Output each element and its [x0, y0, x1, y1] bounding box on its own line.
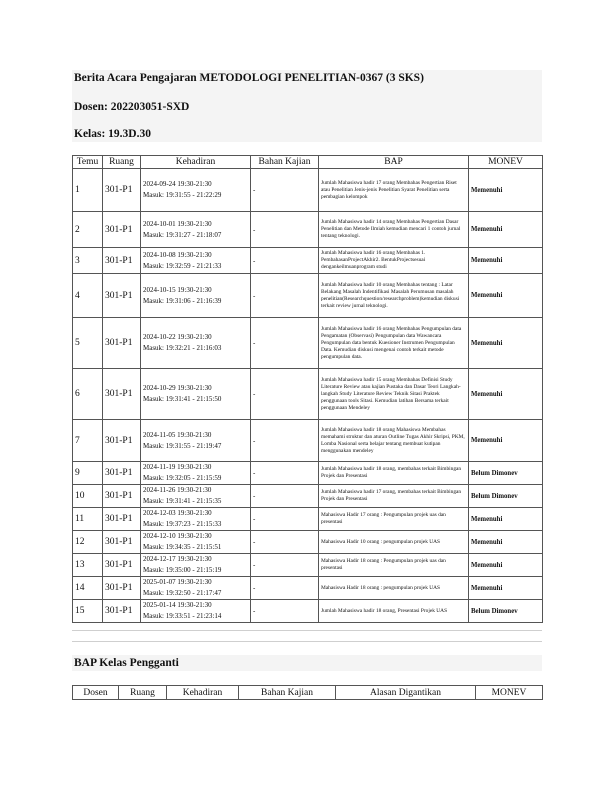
cell-bahan-kajian: -: [251, 554, 319, 577]
col-kehadiran: Kehadiran: [167, 686, 239, 700]
cell-monev: Memenuhi: [469, 554, 543, 577]
cell-bap: Jumlah Mahasiswa hadir 16 orang Membahas 1. PembahasanProjectAkhir2. BentukProjectsesuai dengankeilmuanprogram studi: [319, 248, 469, 274]
cell-temu: 7: [73, 420, 103, 462]
masuk-text: Masuk: 19:37:23 - 21:15:33: [143, 520, 222, 528]
cell-kehadiran: [141, 485, 251, 508]
cell-bap: Jumlah Mahasiswa hadir 10 orang Membahas tentang : Latar Belakang Masalah Indentifikasi Masalah Perumusan masalah penelitian(Researchquestion/researchproblem)kemudian diskusi terkait review jurnal teknologi.: [319, 274, 469, 318]
cell-temu: 4: [73, 274, 103, 318]
kelas-label: Kelas: 19.3D.30: [74, 128, 151, 140]
cell-bahan-kajian: -: [251, 274, 319, 318]
cell-ruang: 301-P1: [103, 600, 141, 623]
cell-temu: 6: [73, 369, 103, 420]
col-ruang: Ruang: [103, 156, 141, 169]
cell-bahan-kajian: -: [251, 508, 319, 531]
cell-bap: Mahasiswa Hadir 18 orang : pengumpulan projek UAS: [319, 577, 469, 600]
cell-monev: Memenuhi: [469, 212, 543, 248]
cell-ruang: 301-P1: [103, 274, 141, 318]
cell-monev: Memenuhi: [469, 531, 543, 554]
table-row: [73, 508, 543, 531]
table-row: [73, 274, 543, 318]
table-row: [73, 169, 543, 212]
cell-bahan-kajian: -: [251, 212, 319, 248]
cell-ruang: 301-P1: [103, 420, 141, 462]
cell-temu: 2: [73, 212, 103, 248]
col-monev: MONEV: [469, 156, 543, 169]
col-alasan: Alasan Digantikan: [336, 686, 476, 700]
jadwal-text: 2024-11-26 19:30-21:30: [143, 486, 212, 494]
section-divider: [72, 630, 542, 631]
cell-temu: 10: [73, 485, 103, 508]
cell-ruang: 301-P1: [103, 485, 141, 508]
col-ruang: Ruang: [119, 686, 167, 700]
cell-bap: Jumlah Mahasiswa hadir 18 orang, Presentasi Projek UAS: [319, 600, 469, 623]
cell-ruang: 301-P1: [103, 369, 141, 420]
masuk-text: Masuk: 19:34:35 - 21:15:51: [143, 543, 222, 551]
cell-bahan-kajian: -: [251, 531, 319, 554]
cell-monev: Memenuhi: [469, 169, 543, 212]
jadwal-text: 2024-10-15 19:30-21:30: [143, 285, 212, 294]
pengganti-table: [72, 685, 543, 700]
jadwal-text: 2024-10-08 19:30-21:30: [143, 250, 212, 259]
masuk-text: Masuk: 19:31:06 - 21:16:39: [143, 296, 222, 305]
table-row: [73, 485, 543, 508]
cell-bap: Jumlah Mahasiswa hadir 14 orang Membahas Pengertian Dasar Penelitian dan Metode Ilmiah kemudian mencari 1 contoh jurnal tentang teknologi.: [319, 212, 469, 248]
jadwal-text: 2024-11-05 19:30-21:30: [143, 430, 212, 439]
jadwal-text: 2024-10-22 19:30-21:30: [143, 333, 212, 341]
cell-kehadiran: [141, 462, 251, 485]
cell-ruang: 301-P1: [103, 318, 141, 369]
jadwal-text: 2024-10-29 19:30-21:30: [143, 384, 212, 392]
masuk-text: Masuk: 19:31:41 - 21:15:35: [143, 497, 222, 505]
cell-kehadiran: [141, 531, 251, 554]
cell-kehadiran: [141, 600, 251, 623]
cell-bahan-kajian: -: [251, 485, 319, 508]
dosen-label: Dosen: 202203051-SXD: [74, 101, 190, 113]
cell-ruang: 301-P1: [103, 212, 141, 248]
jadwal-text: 2024-11-19 19:30-21:30: [143, 463, 212, 471]
cell-bahan-kajian: -: [251, 462, 319, 485]
cell-bahan-kajian: -: [251, 248, 319, 274]
col-bap: BAP: [319, 156, 469, 169]
section-divider: [72, 641, 542, 642]
cell-kehadiran: [141, 212, 251, 248]
jadwal-text: 2024-10-01 19:30-21:30: [143, 219, 212, 228]
col-kehadiran: Kehadiran: [141, 156, 251, 169]
table-row: [73, 462, 543, 485]
cell-kehadiran: [141, 274, 251, 318]
table-row: [73, 420, 543, 462]
table-row: [73, 248, 543, 274]
table-row: [73, 554, 543, 577]
cell-bap: Mahasiswa Hadir 17 orang : Pengumpulan projek uas dan presentasi: [319, 508, 469, 531]
cell-kehadiran: [141, 318, 251, 369]
masuk-text: Masuk: 19:32:59 - 21:21:33: [143, 261, 222, 270]
cell-monev: Memenuhi: [469, 248, 543, 274]
cell-monev: Belum Dimonev: [469, 600, 543, 623]
cell-monev: Memenuhi: [469, 420, 543, 462]
cell-temu: 12: [73, 531, 103, 554]
cell-ruang: 301-P1: [103, 577, 141, 600]
cell-temu: 9: [73, 462, 103, 485]
cell-monev: Memenuhi: [469, 318, 543, 369]
cell-monev: Memenuhi: [469, 577, 543, 600]
table-row: [73, 212, 543, 248]
cell-bahan-kajian: -: [251, 318, 319, 369]
cell-ruang: 301-P1: [103, 554, 141, 577]
cell-monev: Belum Dimonev: [469, 485, 543, 508]
cell-temu: 3: [73, 248, 103, 274]
cell-temu: 14: [73, 577, 103, 600]
cell-bahan-kajian: -: [251, 600, 319, 623]
cell-ruang: 301-P1: [103, 169, 141, 212]
cell-bap: Mahasiswa Hadir 10 orang : pengumpulan projek UAS: [319, 531, 469, 554]
table-row: [73, 600, 543, 623]
jadwal-text: 2025-01-14 19:30-21:30: [143, 601, 212, 609]
cell-bap: Jumlah Mahasiswa hadir 18 orang, membahas terkait Bimbingan Projek dan Presentasi: [319, 462, 469, 485]
cell-kehadiran: [141, 577, 251, 600]
cell-bahan-kajian: -: [251, 420, 319, 462]
cell-ruang: 301-P1: [103, 508, 141, 531]
cell-temu: 11: [73, 508, 103, 531]
table-header-row: [73, 156, 543, 169]
cell-bap: Jumlah Mahasiswa hadir 18 orang Mahasiswa Membahas memahami struktur dan aturan Outline Tugas Akhir Skripsi, PKM, Lomba Nasional serta belajar tentang membuat kutipan menggunakan mendeley: [319, 420, 469, 462]
col-monev: MONEV: [476, 686, 543, 700]
cell-bap: Jumlah Mahasiswa hadir 17 orang Membahas Pengertian Riset atau Penelitian Jenis-jenis Penelitian Syarat Penelitian serta pembagian kelompok: [319, 169, 469, 212]
jadwal-text: 2024-09-24 19:30-21:30: [143, 180, 212, 188]
cell-kehadiran: [141, 554, 251, 577]
masuk-text: Masuk: 19:32:21 - 21:16:03: [143, 344, 222, 352]
table-row: [73, 577, 543, 600]
cell-monev: Memenuhi: [469, 274, 543, 318]
bap-table: [72, 155, 543, 623]
masuk-text: Masuk: 19:32:05 - 21:15:59: [143, 474, 222, 482]
jadwal-text: 2024-12-03 19:30-21:30: [143, 509, 212, 517]
cell-bap: Jumlah Mahasiswa hadir 16 orang Membahas Pengumpulan data Pengamatan (Observasi) Pengumpulan data Wawancara Pengumpulan data bentuk Kuesioner Instrumen Pengumpulan Data. Kemudian diskusi mengenai contoh terkait metode pengumpulan data.: [319, 318, 469, 369]
masuk-text: Masuk: 19:31:27 - 21:18:07: [143, 230, 222, 239]
cell-kehadiran: [141, 369, 251, 420]
jadwal-text: 2024-12-17 19:30-21:30: [143, 555, 212, 563]
col-dosen: Dosen: [73, 686, 119, 700]
cell-ruang: 301-P1: [103, 531, 141, 554]
cell-bahan-kajian: -: [251, 577, 319, 600]
col-bahan-kajian: Bahan Kajian: [239, 686, 336, 700]
cell-bahan-kajian: -: [251, 169, 319, 212]
masuk-text: Masuk: 19:33:51 - 21:23:14: [143, 612, 222, 620]
cell-ruang: 301-P1: [103, 248, 141, 274]
pengganti-title: BAP Kelas Pengganti: [74, 657, 179, 669]
cell-monev: Memenuhi: [469, 508, 543, 531]
masuk-text: Masuk: 19:31:55 - 21:22:29: [143, 191, 222, 199]
cell-ruang: 301-P1: [103, 462, 141, 485]
masuk-text: Masuk: 19:31:41 - 21:15:50: [143, 395, 222, 403]
cell-kehadiran: [141, 508, 251, 531]
col-bahan-kajian: Bahan Kajian: [251, 156, 319, 169]
masuk-text: Masuk: 19:31:55 - 21:19:47: [143, 441, 222, 450]
jadwal-text: 2025-01-07 19:30-21:30: [143, 578, 212, 586]
table-row: [73, 318, 543, 369]
table-header-row: [73, 686, 543, 700]
cell-kehadiran: [141, 420, 251, 462]
page-title: Berita Acara Pengajaran METODOLOGI PENELITIAN-0367 (3 SKS): [74, 72, 424, 84]
cell-monev: Belum Dimonev: [469, 462, 543, 485]
cell-temu: 1: [73, 169, 103, 212]
masuk-text: Masuk: 19:32:50 - 21:17:47: [143, 589, 222, 597]
cell-temu: 5: [73, 318, 103, 369]
cell-bap: Mahasiswa Hadir 18 orang : Pengumpulan projek uas dan presentasi: [319, 554, 469, 577]
table-row: [73, 531, 543, 554]
cell-monev: Memenuhi: [469, 369, 543, 420]
cell-temu: 15: [73, 600, 103, 623]
cell-bap: Jumlah Mahasiswa hadir 15 orang Membahas Definisi Study Literature Review atau kajian Pustaka dan Dasar Teori Langkah-langkah Study Literature Review Teknik Sitasi Praktek penggunaan tools Sitasi. Kemudian latihan Bersama terkait penggunaan Mendeley: [319, 369, 469, 420]
col-temu: Temu: [73, 156, 103, 169]
table-row: [73, 369, 543, 420]
cell-bap: Jumlah Mahasiswa hadir 17 orang, membahas terkait Bimbingan Projek dan Presentasi: [319, 485, 469, 508]
cell-kehadiran: [141, 248, 251, 274]
jadwal-text: 2024-12-10 19:30-21:30: [143, 532, 212, 540]
masuk-text: Masuk: 19:35:00 - 21:15:19: [143, 566, 222, 574]
cell-temu: 13: [73, 554, 103, 577]
cell-bahan-kajian: -: [251, 369, 319, 420]
cell-kehadiran: [141, 169, 251, 212]
